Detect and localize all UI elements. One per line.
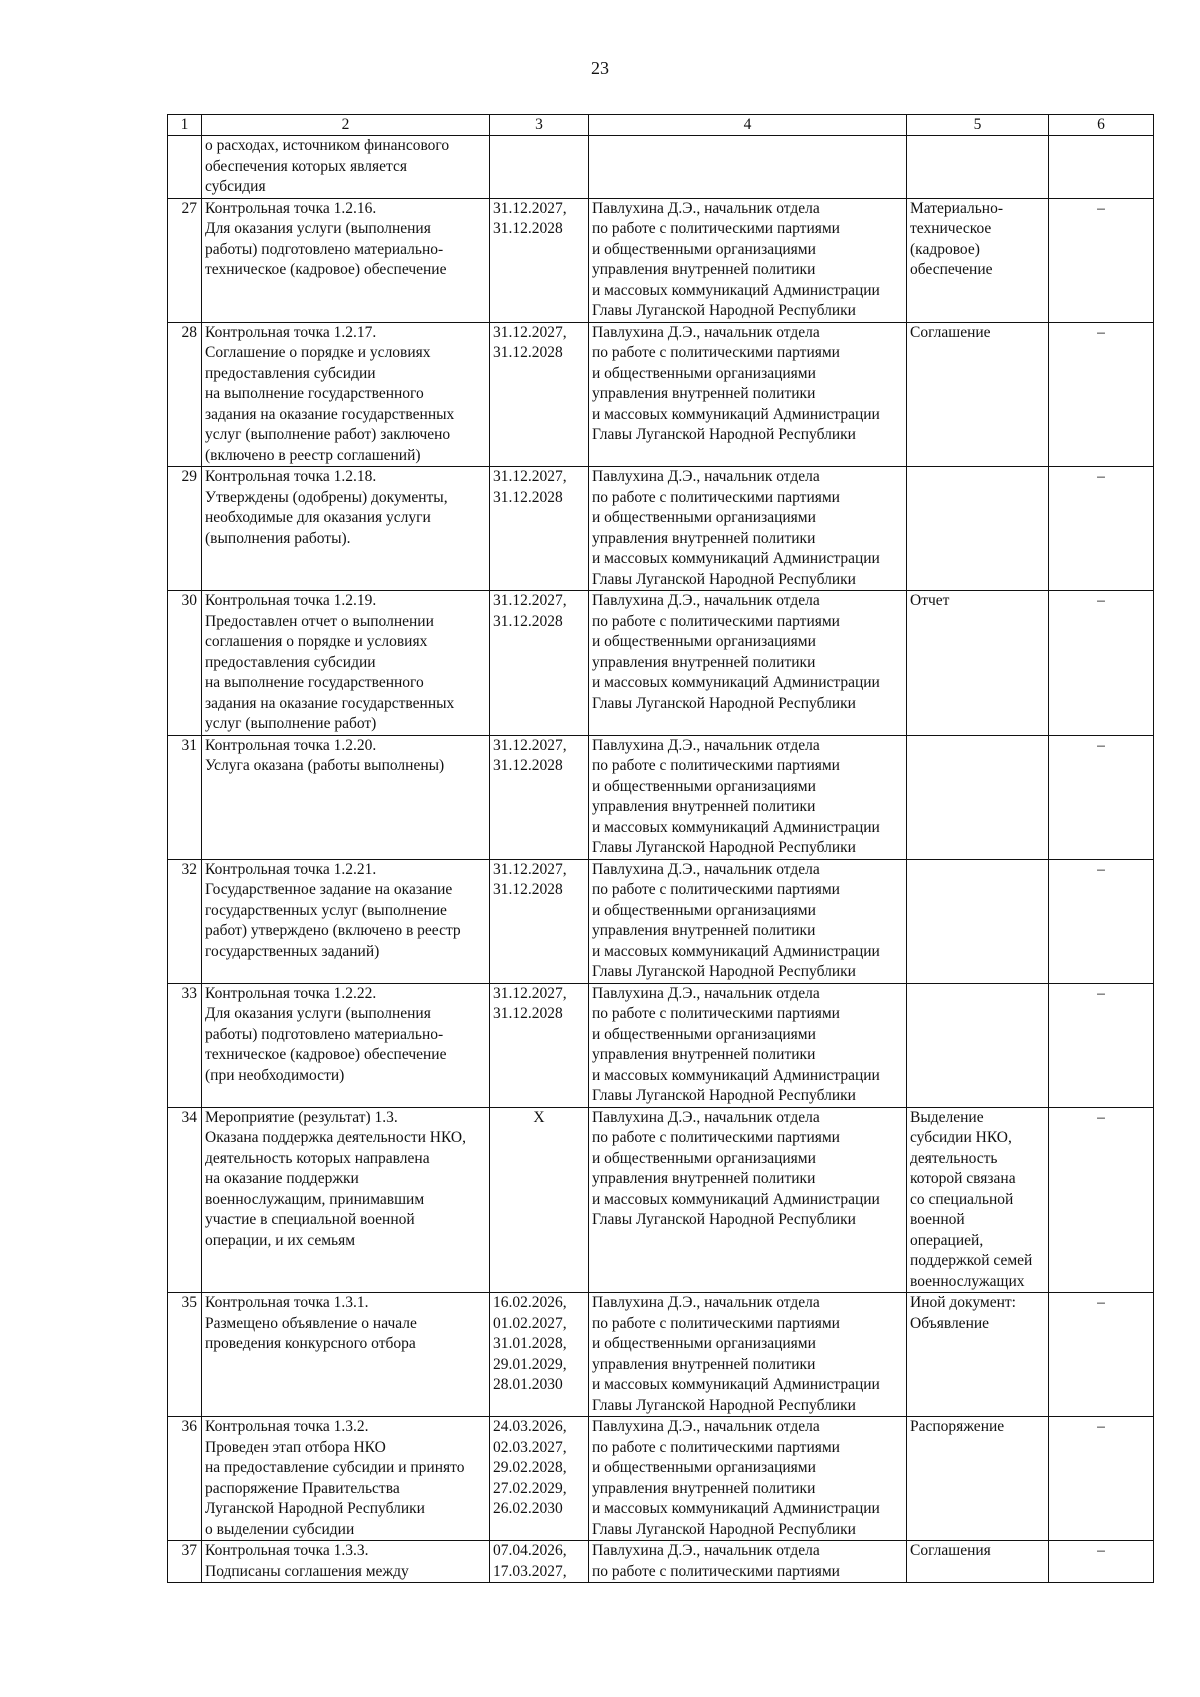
result-document-cell [907,136,1049,199]
info-system-cell: – [1049,322,1154,467]
table-row [168,1541,1154,1583]
control-point-name-cell: Контрольная точка 1.3.2. Проведен этап отбора НКО на предоставление субсидии и принято распоряжение Правительства Луганской Народной Республики о выделении субсидии [202,1417,490,1541]
result-document-cell: Отчет [907,591,1049,736]
info-system-cell: – [1049,1541,1154,1583]
responsible-person-cell: Павлухина Д.Э., начальник отдела по работе с политическими партиями и общественными организациями управления внутренней политики и массовых коммуникаций Администрации Главы Луганской Народной Республики [589,1293,907,1417]
deadline-dates-cell: 31.12.2027, 31.12.2028 [490,198,589,322]
info-system-cell [1049,136,1154,199]
table-row [168,1107,1154,1293]
row-number-cell: 32 [168,859,202,983]
deadline-dates-cell [490,136,589,199]
deadline-dates-cell: 07.04.2026, 17.03.2027, [490,1541,589,1583]
row-number-cell: 34 [168,1107,202,1293]
row-number-cell: 31 [168,735,202,859]
control-point-name-cell: Контрольная точка 1.2.16. Для оказания услуги (выполнения работы) подготовлено материально- техническое (кадровое) обеспечение [202,198,490,322]
control-point-name-cell: Контрольная точка 1.2.21. Государственное задание на оказание государственных услуг (выполнение работ) утверждено (включено в реестр государственных заданий) [202,859,490,983]
info-system-cell: – [1049,1417,1154,1541]
result-document-cell [907,983,1049,1107]
control-point-name-cell: о расходах, источником финансового обеспечения которых является субсидия [202,136,490,199]
table-row [168,136,1154,199]
table-header-row [168,115,1154,136]
result-document-cell [907,735,1049,859]
table-row [168,1417,1154,1541]
control-point-name-cell: Контрольная точка 1.3.3. Подписаны соглашения между [202,1541,490,1583]
table-row [168,735,1154,859]
result-document-cell: Иной документ: Объявление [907,1293,1049,1417]
control-point-name-cell: Контрольная точка 1.2.22. Для оказания услуги (выполнения работы) подготовлено материально- техническое (кадровое) обеспечение (при необходимости) [202,983,490,1107]
row-number-cell: 33 [168,983,202,1107]
control-point-name-cell: Контрольная точка 1.2.18. Утверждены (одобрены) документы, необходимые для оказания услуги (выполнения работы). [202,467,490,591]
column-header-2: 2 [202,115,490,136]
deadline-dates-cell: 31.12.2027, 31.12.2028 [490,322,589,467]
responsible-person-cell: Павлухина Д.Э., начальник отдела по работе с политическими партиями и общественными организациями управления внутренней политики и массовых коммуникаций Администрации Главы Луганской Народной Республики [589,735,907,859]
column-header-1: 1 [168,115,202,136]
control-point-name-cell: Контрольная точка 1.2.19. Предоставлен отчет о выполнении соглашения о порядке и условиях предоставления субсидии на выполнение государственного задания на оказание государственных услуг (выполнение работ) [202,591,490,736]
info-system-cell: – [1049,1293,1154,1417]
responsible-person-cell: Павлухина Д.Э., начальник отдела по работе с политическими партиями и общественными организациями управления внутренней политики и массовых коммуникаций Администрации Главы Луганской Народной Республики [589,1417,907,1541]
row-number-cell: 28 [168,322,202,467]
control-point-name-cell: Контрольная точка 1.2.17. Соглашение о порядке и условиях предоставления субсидии на выполнение государственного задания на оказание государственных услуг (выполнение работ) заключено (включено в реестр соглашений) [202,322,490,467]
responsible-person-cell: Павлухина Д.Э., начальник отдела по работе с политическими партиями и общественными организациями управления внутренней политики и массовых коммуникаций Администрации Главы Луганской Народной Республики [589,859,907,983]
info-system-cell: – [1049,859,1154,983]
table-row [168,591,1154,736]
result-document-cell [907,859,1049,983]
result-document-cell: Соглашения [907,1541,1049,1583]
info-system-cell: – [1049,735,1154,859]
table-row [168,983,1154,1107]
responsible-person-cell: Павлухина Д.Э., начальник отдела по работе с политическими партиями и общественными организациями управления внутренней политики и массовых коммуникаций Администрации Главы Луганской Народной Республики [589,467,907,591]
deadline-dates-cell: 31.12.2027, 31.12.2028 [490,859,589,983]
table-row [168,467,1154,591]
control-point-name-cell: Контрольная точка 1.2.20. Услуга оказана (работы выполнены) [202,735,490,859]
control-points-table [167,114,1154,1583]
responsible-person-cell [589,136,907,199]
result-document-cell: Соглашение [907,322,1049,467]
table-row [168,322,1154,467]
column-header-4: 4 [589,115,907,136]
deadline-dates-cell: 31.12.2027, 31.12.2028 [490,983,589,1107]
row-number-cell: 37 [168,1541,202,1583]
row-number-cell: 29 [168,467,202,591]
result-document-cell: Материально- техническое (кадровое) обеспечение [907,198,1049,322]
row-number-cell: 36 [168,1417,202,1541]
info-system-cell: – [1049,591,1154,736]
deadline-dates-cell: X [490,1107,589,1293]
column-header-6: 6 [1049,115,1154,136]
responsible-person-cell: Павлухина Д.Э., начальник отдела по работе с политическими партиями и общественными организациями управления внутренней политики и массовых коммуникаций Администрации Главы Луганской Народной Республики [589,1107,907,1293]
table-row [168,198,1154,322]
deadline-dates-cell: 16.02.2026, 01.02.2027, 31.01.2028, 29.01.2029, 28.01.2030 [490,1293,589,1417]
row-number-cell: 30 [168,591,202,736]
column-header-3: 3 [490,115,589,136]
table-row [168,1293,1154,1417]
result-document-cell: Распоряжение [907,1417,1049,1541]
info-system-cell: – [1049,467,1154,591]
row-number-cell [168,136,202,199]
row-number-cell: 27 [168,198,202,322]
table-row [168,859,1154,983]
page-number: 23 [591,58,609,78]
deadline-dates-cell: 31.12.2027, 31.12.2028 [490,735,589,859]
responsible-person-cell: Павлухина Д.Э., начальник отдела по работе с политическими партиями и общественными организациями управления внутренней политики и массовых коммуникаций Администрации Главы Луганской Народной Республики [589,591,907,736]
row-number-cell: 35 [168,1293,202,1417]
deadline-dates-cell: 31.12.2027, 31.12.2028 [490,467,589,591]
result-document-cell [907,467,1049,591]
deadline-dates-cell: 31.12.2027, 31.12.2028 [490,591,589,736]
control-point-name-cell: Контрольная точка 1.3.1. Размещено объявление о начале проведения конкурсного отбора [202,1293,490,1417]
responsible-person-cell: Павлухина Д.Э., начальник отдела по работе с политическими партиями и общественными организациями управления внутренней политики и массовых коммуникаций Администрации Главы Луганской Народной Республики [589,198,907,322]
responsible-person-cell: Павлухина Д.Э., начальник отдела по работе с политическими партиями и общественными организациями управления внутренней политики и массовых коммуникаций Администрации Главы Луганской Народной Республики [589,322,907,467]
deadline-dates-cell: 24.03.2026, 02.03.2027, 29.02.2028, 27.02.2029, 26.02.2030 [490,1417,589,1541]
info-system-cell: – [1049,1107,1154,1293]
responsible-person-cell: Павлухина Д.Э., начальник отдела по работе с политическими партиями и общественными организациями управления внутренней политики и массовых коммуникаций Администрации Главы Луганской Народной Республики [589,983,907,1107]
info-system-cell: – [1049,983,1154,1107]
result-document-cell: Выделение субсидии НКО, деятельность которой связана со специальной военной операцией, поддержкой семей военнослужащих [907,1107,1049,1293]
column-header-5: 5 [907,115,1049,136]
info-system-cell: – [1049,198,1154,322]
responsible-person-cell: Павлухина Д.Э., начальник отдела по работе с политическими партиями [589,1541,907,1583]
control-point-name-cell: Мероприятие (результат) 1.3. Оказана поддержка деятельности НКО, деятельность которых направлена на оказание поддержки военнослужащим, принимавшим участие в специальной военной операции, и их семьям [202,1107,490,1293]
